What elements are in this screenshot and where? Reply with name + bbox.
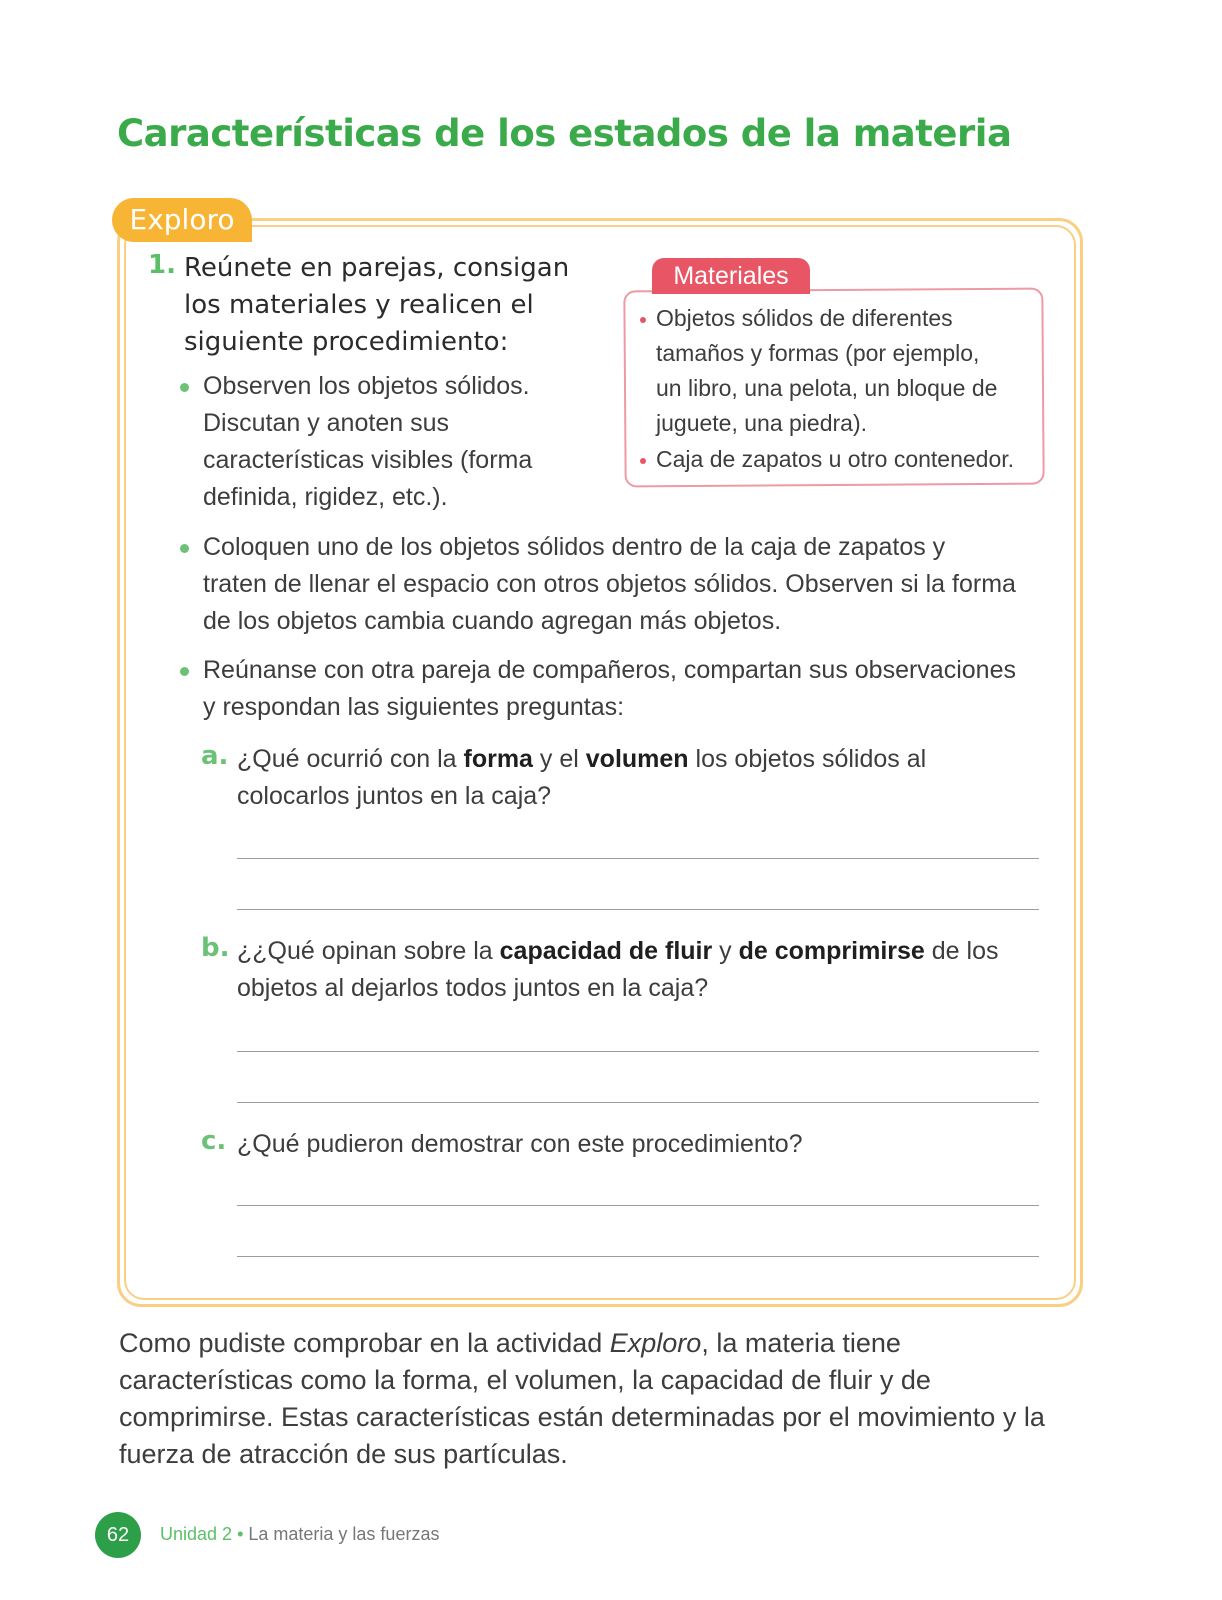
materiales-line: Objetos sólidos de diferentes	[656, 305, 953, 331]
question-letter: b.	[201, 933, 230, 963]
question-text: y	[712, 937, 739, 965]
bullet-dot	[180, 383, 189, 392]
bullet-line: definida, rigidez, etc.).	[203, 483, 448, 511]
bullet-line: Coloquen uno de los objetos sólidos dentro de la caja de zapatos y	[203, 533, 946, 561]
closing-italic: Exploro	[609, 1328, 702, 1358]
bullet-line: Observen los objetos sólidos.	[203, 372, 530, 400]
materiales-line: un libro, una pelota, un bloque de	[656, 375, 998, 401]
question-text: ¿¿Qué opinan sobre la	[237, 937, 500, 965]
bullet-dot	[180, 544, 189, 553]
question-bold: forma	[463, 745, 533, 773]
bullet-line: Discutan y anoten sus	[203, 409, 449, 437]
closing-text: , la materia tiene características como la forma, el volumen, la capacidad de fluir y de comprimirse. Estas características están determinadas por el movimiento y la fuerza de atracción de sus partículas.	[119, 1328, 1045, 1469]
materiales-label: Materiales	[652, 258, 810, 294]
step-instruction: Reúnete en parejas, consigan los materiales y realicen el siguiente procedimiento:	[184, 253, 570, 357]
bullet-item	[203, 529, 1063, 640]
question-bold: volumen	[585, 745, 689, 773]
question-a	[237, 741, 1037, 815]
question-b	[237, 933, 1037, 1007]
footer-separator: •	[232, 1524, 249, 1544]
closing-paragraph	[119, 1325, 1079, 1473]
materiales-item	[656, 301, 997, 441]
question-text: de los	[924, 937, 999, 965]
bullet-line: y respondan las siguientes preguntas:	[203, 693, 625, 721]
materiales-item	[656, 442, 1014, 477]
bullet-line: Reúnanse con otra pareja de compañeros, compartan sus observaciones	[203, 656, 1016, 684]
question-bold: capacidad de fluir	[499, 937, 713, 965]
question-line: objetos al dejarlos todos juntos en la caja?	[237, 974, 709, 1002]
question-line	[237, 741, 1037, 778]
bullet-item	[203, 652, 1063, 726]
materiales-dot	[640, 317, 646, 323]
materiales-line: tamaños y formas (por ejemplo,	[656, 340, 980, 366]
answer-line[interactable]	[237, 1051, 1039, 1052]
bullet-item	[203, 368, 593, 516]
page-number: 62	[95, 1512, 141, 1558]
materiales-line: Caja de zapatos u otro contenedor.	[656, 446, 1015, 472]
bullet-dot	[180, 667, 189, 676]
footer-unit	[160, 1524, 439, 1545]
question-line	[237, 933, 1037, 970]
closing-text: Como pudiste comprobar en la actividad	[119, 1328, 610, 1358]
answer-line[interactable]	[237, 1205, 1039, 1206]
unit-label: Unidad 2	[160, 1524, 233, 1544]
bullet-line: traten de llenar el espacio con otros objetos sólidos. Observen si la forma	[203, 570, 1016, 598]
exploro-label: Exploro	[112, 198, 252, 242]
bullet-line: características visibles (forma	[203, 446, 533, 474]
page-title: Características de los estados de la materia	[117, 112, 1012, 155]
materiales-dot	[640, 458, 646, 464]
answer-line[interactable]	[237, 1256, 1039, 1257]
bullet-line: de los objetos cambia cuando agregan más objetos.	[203, 607, 782, 635]
question-letter: c.	[201, 1126, 227, 1156]
answer-line[interactable]	[237, 1102, 1039, 1103]
question-line: colocarlos juntos en la caja?	[237, 782, 552, 810]
answer-line[interactable]	[237, 909, 1039, 910]
question-text: los objetos sólidos al	[688, 745, 927, 773]
materiales-line: juguete, una piedra).	[656, 410, 867, 436]
question-text: y el	[532, 745, 586, 773]
unit-title: La materia y las fuerzas	[248, 1524, 440, 1544]
question-c: ¿Qué pudieron demostrar con este procedimiento?	[237, 1130, 803, 1158]
step-number: 1.	[148, 250, 176, 280]
question-bold: de comprimirse	[738, 937, 925, 965]
answer-line[interactable]	[237, 858, 1039, 859]
question-text: ¿Qué ocurrió con la	[237, 745, 464, 773]
question-letter: a.	[201, 741, 229, 771]
